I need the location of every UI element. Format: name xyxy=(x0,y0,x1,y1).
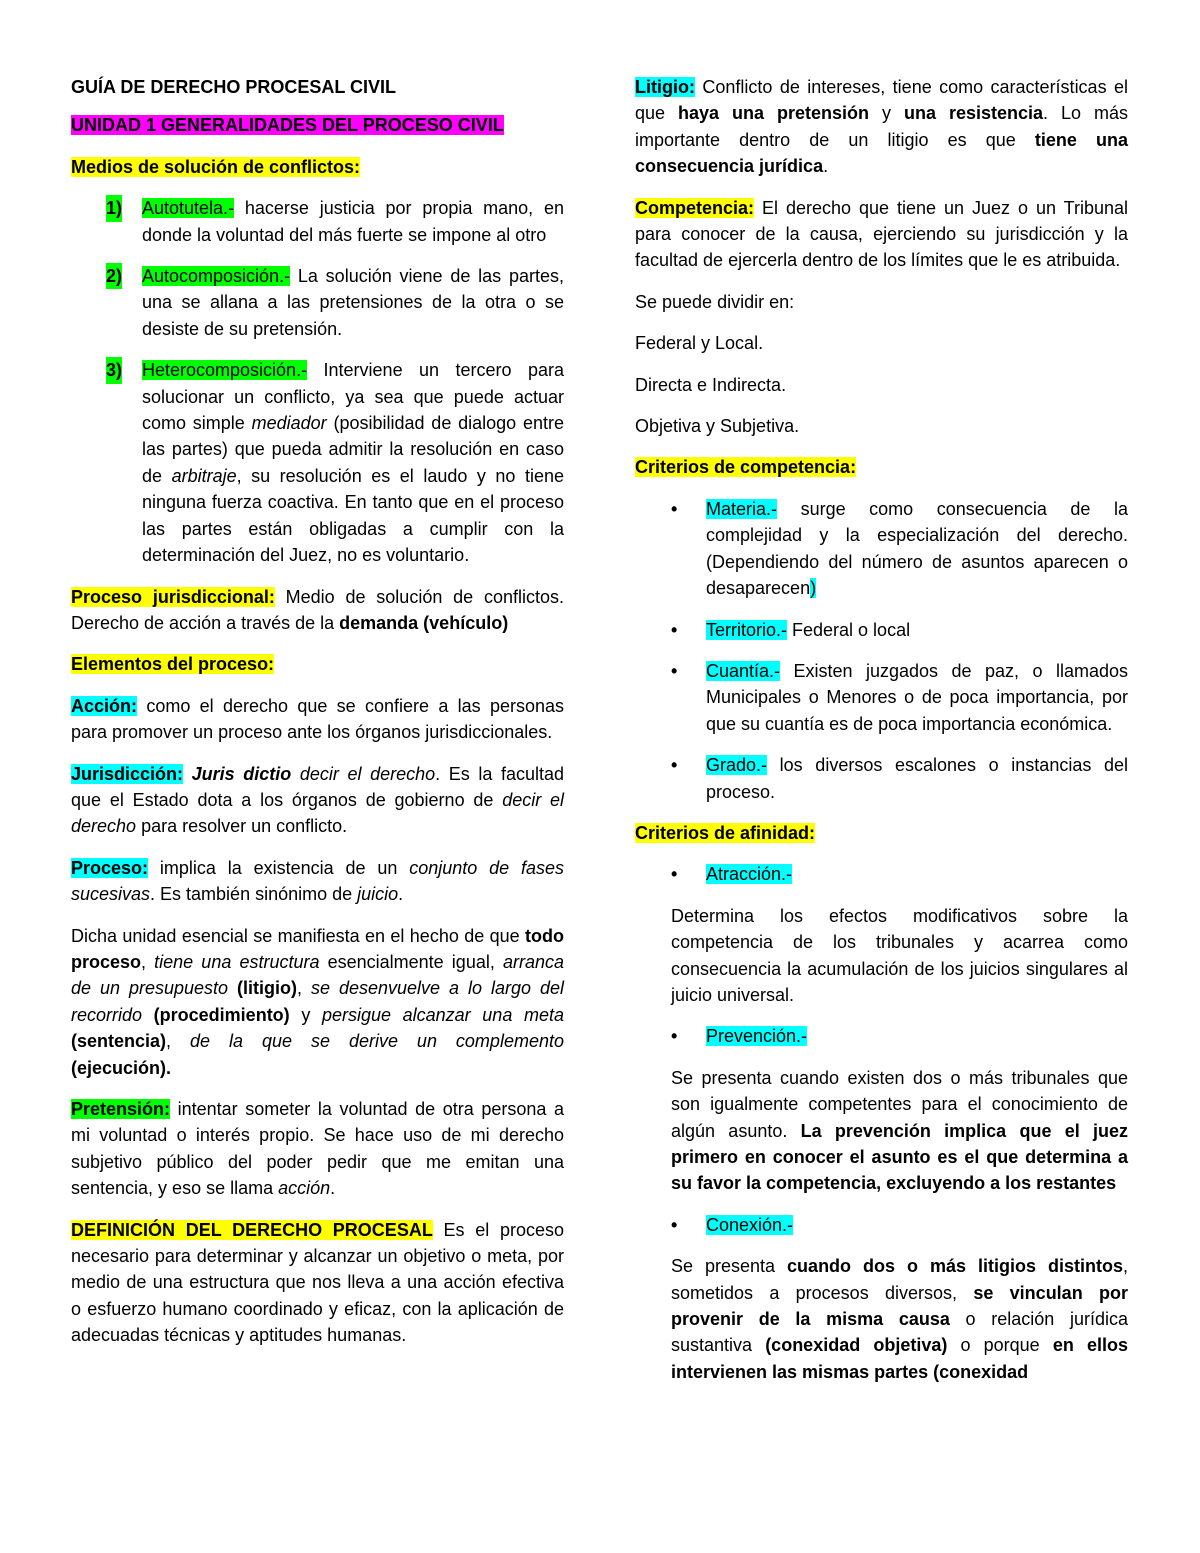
tipo-objetiva-subjetiva: Objetiva y Subjetiva. xyxy=(635,416,800,437)
conexion-text: Se presenta cuando dos o más litigios distintos, sometidos a procesos diversos, se vinculan por provenir de la misma causa o relación jurídica sustantiva (conexidad objetiva) o porque en ellos intervienen las mismas partes (conexidad xyxy=(671,1256,1128,1382)
criterio-materia: • Materia.- surge como consecuencia de la complejidad y la especialización del derecho. (Dependiendo del número de asuntos aparecen o desaparecen) xyxy=(671,498,1128,599)
atraccion-text: Determina los efectos modificativos sobre la competencia de los tribunales y acarrea como consecuencia la acumulación de los juicios singulares al juicio universal. xyxy=(671,905,1128,1005)
litigio-paragraph: Litigio: Conflicto de intereses, tiene como características el que haya una pretensión y una resistencia. Lo más importante dentro de un litigio es que tiene una consecuencia jurídica. xyxy=(635,77,1129,177)
unit-heading: UNIDAD 1 GENERALIDADES DEL PROCESO CIVIL xyxy=(71,115,504,136)
pretension-paragraph: Pretensión: intentar someter la voluntad de otra persona a mi voluntad o interés propio. Se hace uso de mi derecho subjetivo público del poder pedir que me emitan una sentencia, y eso se llama acción. xyxy=(71,1099,564,1199)
criterio-grado: • Grado.- los diversos escalones o instancias del proceso. xyxy=(671,755,1128,802)
afinidad-atraccion: • Atracción.- xyxy=(671,864,793,885)
term-autotutela: Autotutela.- xyxy=(142,198,235,219)
divide-text: Se puede dividir en: xyxy=(635,291,795,312)
medio-autocomposicion: 2) Autocomposición.- La solución viene de las partes, una se allana a las pretensiones de la otra o se desiste de su pretensión. xyxy=(71,263,564,342)
criterios-afinidad-heading: Criterios de afinidad: xyxy=(635,822,816,843)
elementos-heading: Elementos del proceso: xyxy=(71,654,275,675)
accion-paragraph: Acción: como el derecho que se confiere a las personas para promover un proceso ante los órganos jurisdiccionales. xyxy=(71,695,564,743)
medios-heading: Medios de solución de conflictos: xyxy=(71,156,361,177)
afinidad-prevencion: • Prevención.- xyxy=(671,1026,808,1047)
afinidad-conexion: • Conexión.- xyxy=(671,1214,794,1235)
document-title: GUÍA DE DERECHO PROCESAL CIVIL xyxy=(71,77,397,97)
prevencion-text: Se presenta cuando existen dos o más tribunales que son igualmente competentes para el conocimiento de algún asunto. La prevención implica que el juez primero en conocer el asunto es el que determina a su favor la competencia, excluyendo a los restantes xyxy=(671,1067,1128,1194)
competencia-paragraph: Competencia: El derecho que tiene un Juez o un Tribunal para conocer de la causa, ejerciendo su jurisdicción y la facultad de ejercerla dentro de los límites que le es atribuida. xyxy=(635,197,1128,271)
medio-heterocomposicion: 3) Heterocomposición.- Interviene un tercero para solucionar un conflicto, ya sea que puede actuar como simple mediador (posibilidad de dialogo entre las partes) que pueda admitir la resolución en caso de arbitraje, su resolución es el laudo y no tiene ninguna fuerza coactiva. En tanto que en el proceso las partes están obligadas a cumplir con la determinación del Juez, no es voluntario. xyxy=(71,357,564,568)
criterios-competencia-heading: Criterios de competencia: xyxy=(635,457,857,478)
proceso-paragraph: Proceso: implica la existencia de un conjunto de fases sucesivas. Es también sinónimo de juicio. xyxy=(71,857,564,905)
jurisdiccion-paragraph: Jurisdicción: Juris dictio decir el derecho. Es la facultad que el Estado dota a los órganos de gobierno de decir el derecho para resolver un conflicto. xyxy=(71,763,565,837)
term-heterocomposicion: Heterocomposición.- xyxy=(142,360,308,381)
medio-autotutela: 1) Autotutela.- hacerse justicia por propia mano, en donde la voluntad del más fuerte se impone al otro xyxy=(71,195,564,248)
criterio-territorio: • Territorio.- Federal o local xyxy=(671,619,911,640)
tipo-federal-local: Federal y Local. xyxy=(635,333,764,354)
term-autocomposicion: Autocomposición.- xyxy=(142,266,291,287)
criterio-cuantia: • Cuantía.- Existen juzgados de paz, o llamados Municipales o Menores o de poca importancia, por que su cuantía es de poca importancia económica. xyxy=(671,660,1128,734)
tipo-directa-indirecta: Directa e Indirecta. xyxy=(635,374,787,395)
right-column xyxy=(635,74,1128,1400)
dicha-unidad-paragraph: Dicha unidad esencial se manifiesta en el hecho de que todo proceso, tiene una estructura esencialmente igual, arranca de un presupuesto (litigio), se desenvuelve a lo largo del recorrido (procedimiento) y persigue alcanzar una meta (sentencia), de la que se derive un complemento (ejecución). xyxy=(71,925,564,1078)
proceso-jurisdiccional: Proceso jurisdiccional: Medio de solución de conflictos. Derecho de acción a través de la demanda (vehículo) xyxy=(71,586,564,633)
definicion-paragraph: DEFINICIÓN DEL DERECHO PROCESAL Es el proceso necesario para determinar y alcanzar un objetivo o meta, por medio de una estructura que nos lleva a una acción efectiva o esfuerzo humano coordinado y eficaz, con la aplicación de adecuadas técnicas y aptitudes humanas. xyxy=(71,1219,565,1346)
left-column xyxy=(71,74,564,1364)
